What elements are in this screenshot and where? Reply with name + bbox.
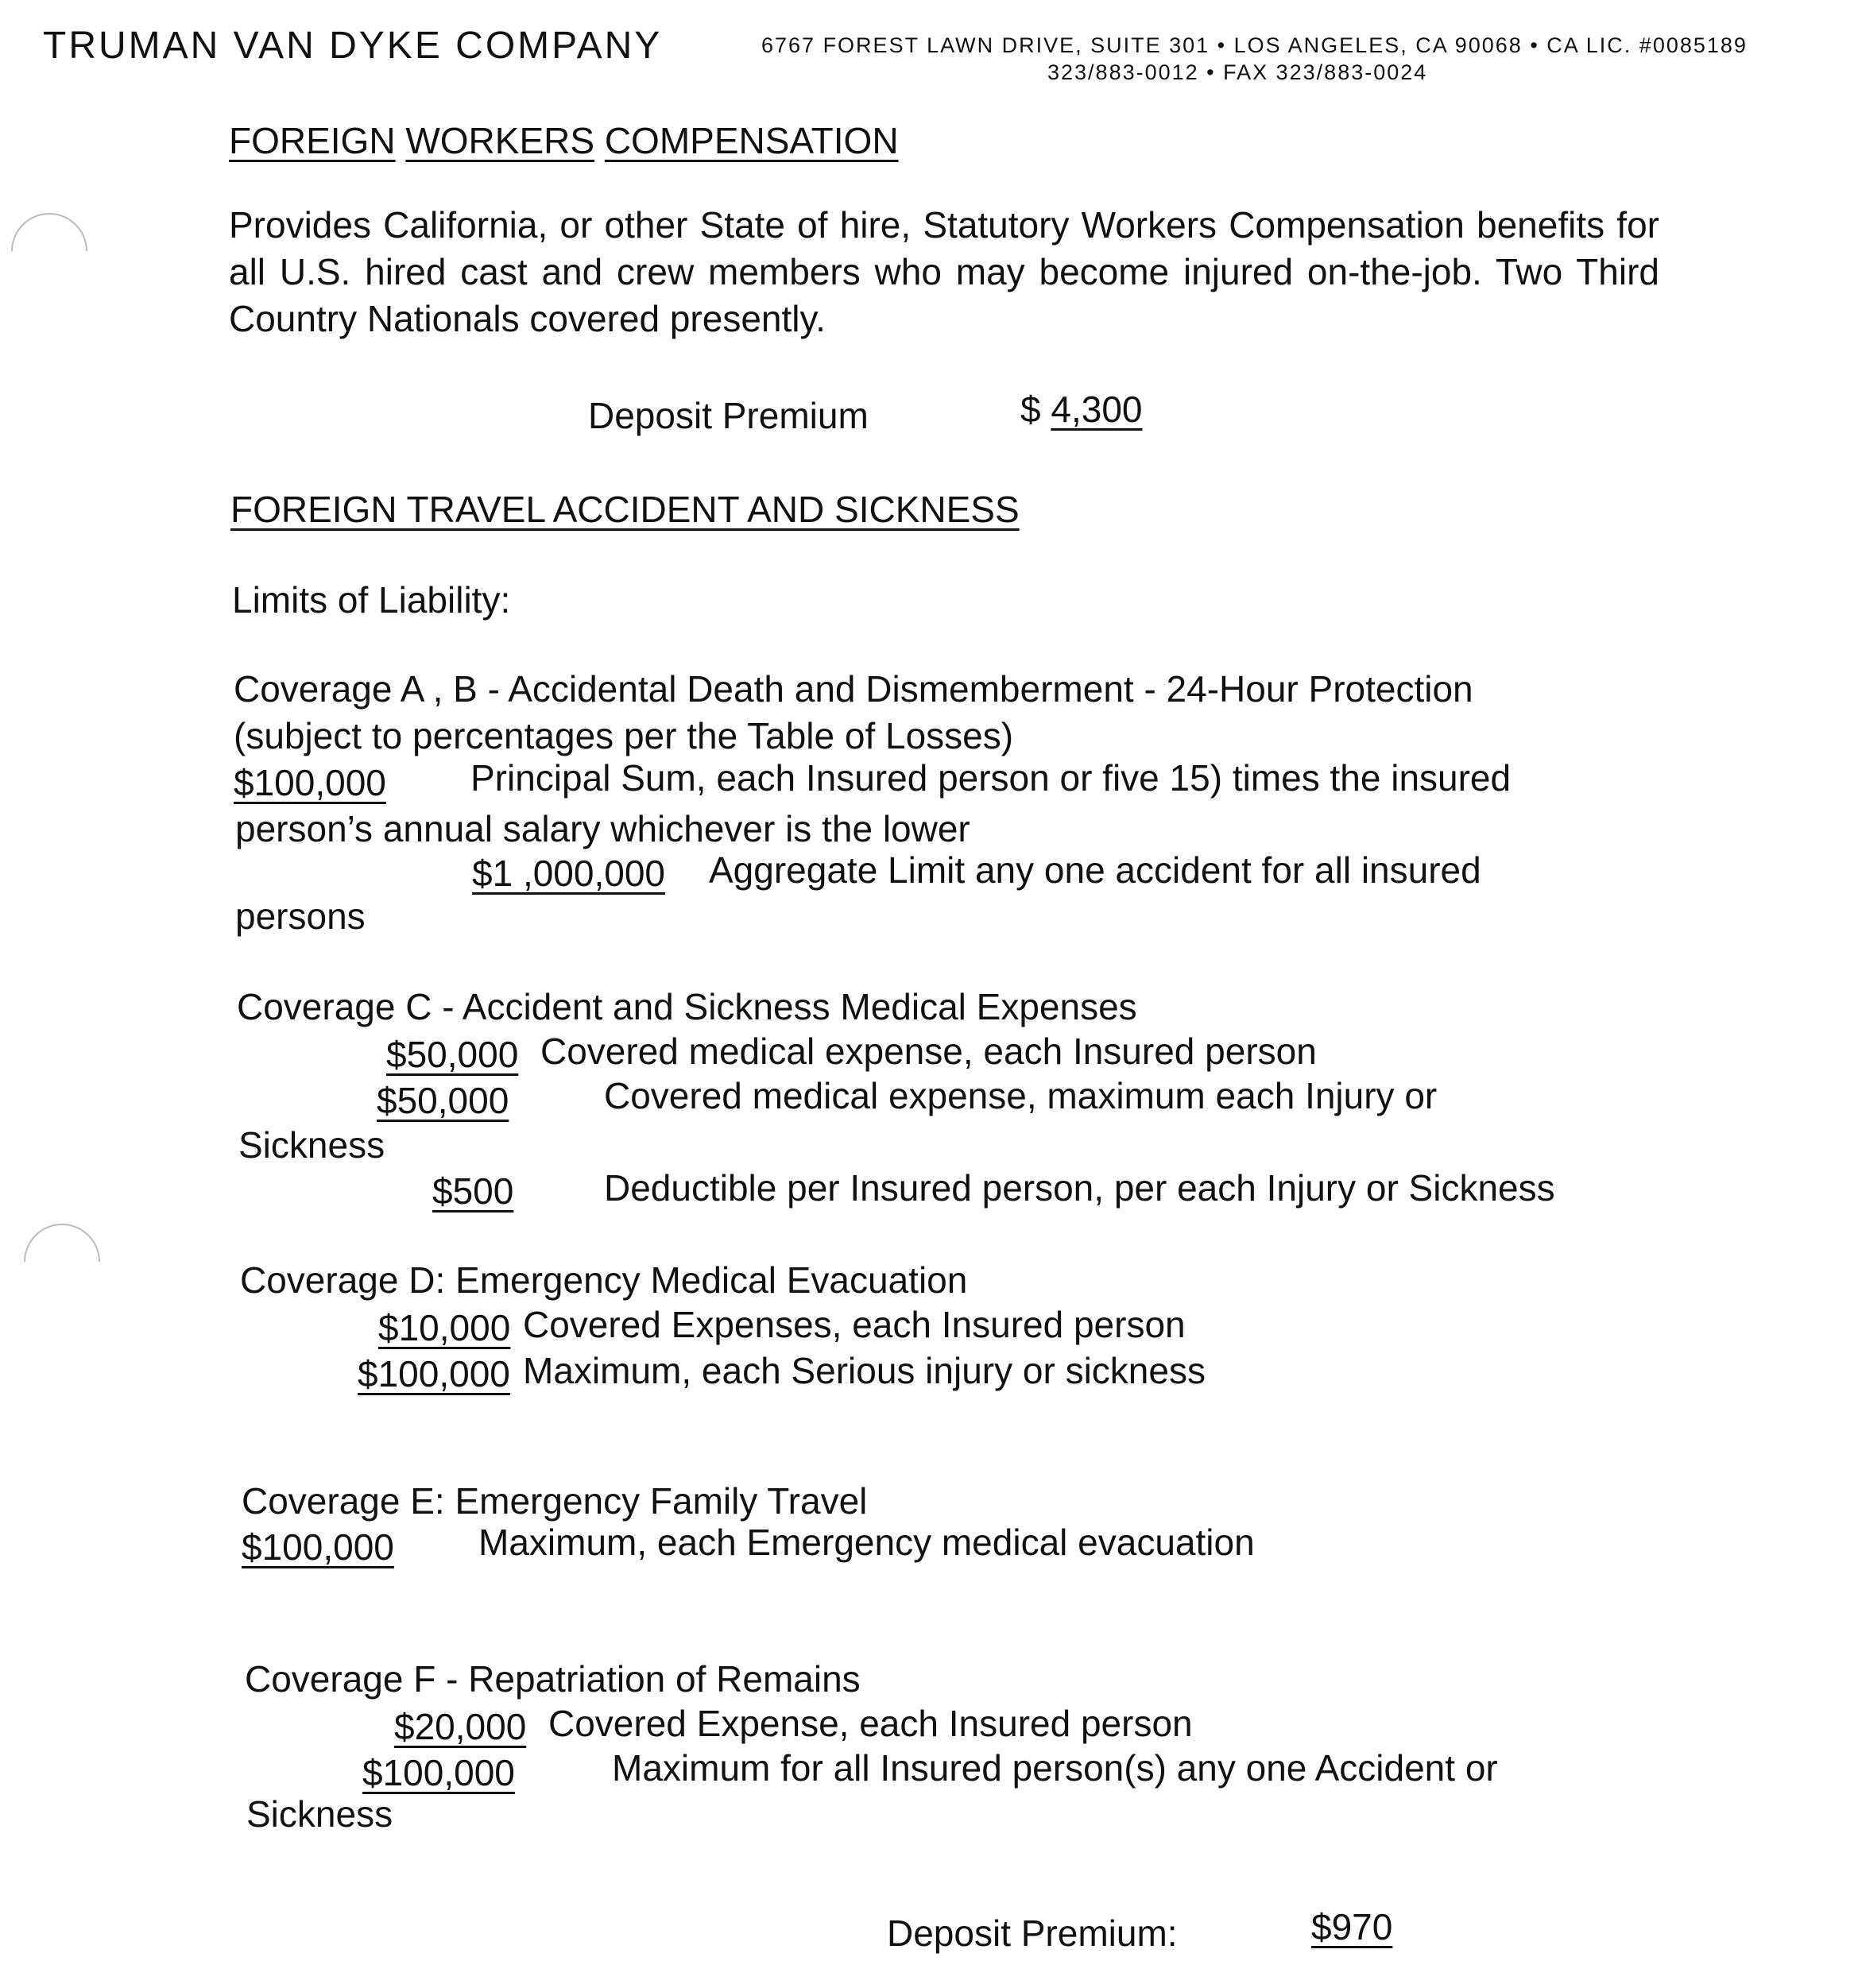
limits-label: Limits of Liability: bbox=[232, 579, 511, 621]
coverage-d-amount-1: $10,000 bbox=[378, 1307, 511, 1348]
coverage-e-amount-1: $100,000 bbox=[242, 1526, 394, 1568]
coverage-c-amount-2: $50,000 bbox=[377, 1080, 509, 1121]
company-phone-fax: 323/883-0012 • FAX 323/883-0024 bbox=[1047, 60, 1428, 84]
coverage-f-text-2-cont: Sickness bbox=[246, 1793, 393, 1835]
coverage-c-amount-1: $50,000 bbox=[386, 1034, 519, 1075]
coverage-e-text-1: Maximum, each Emergency medical evacuation bbox=[478, 1522, 1255, 1563]
coverage-c-text-2-cont: Sickness bbox=[238, 1124, 385, 1166]
coverage-ab-title: Coverage A , B - Accidental Death and Dismemberment - 24-Hour Protection bbox=[234, 668, 1473, 710]
travel-premium-value: $970 bbox=[1311, 1906, 1393, 1947]
coverage-c-text-2: Covered medical expense, maximum each Injury or bbox=[604, 1075, 1438, 1116]
coverage-c-text-1: Covered medical expense, each Insured person bbox=[540, 1031, 1317, 1072]
heading-word: WORKERS bbox=[405, 120, 595, 161]
coverage-d-text-1: Covered Expenses, each Insured person bbox=[523, 1304, 1186, 1345]
coverage-ab-text-2: Aggregate Limit any one accident for all insured bbox=[709, 849, 1481, 891]
workers-comp-premium-label: Deposit Premium bbox=[588, 395, 869, 436]
coverage-ab-text-1-cont: person’s annual salary whichever is the lower bbox=[235, 808, 970, 849]
currency-symbol: $ bbox=[1020, 389, 1041, 430]
coverage-ab-amount-1: $100,000 bbox=[234, 762, 386, 803]
heading-word: FOREIGN bbox=[229, 120, 396, 161]
heading-word: COMPENSATION bbox=[604, 120, 899, 161]
coverage-c-text-3: Deductible per Insured person, per each Injury or Sickness bbox=[604, 1167, 1555, 1209]
coverage-d-title: Coverage D: Emergency Medical Evacuation bbox=[240, 1259, 968, 1301]
coverage-d-text-2: Maximum, each Serious injury or sickness bbox=[523, 1350, 1206, 1391]
coverage-e-title: Coverage E: Emergency Family Travel bbox=[242, 1480, 868, 1522]
company-address: 6767 FOREST LAWN DRIVE, SUITE 301 • LOS ANGELES, CA 90068 • CA LIC. #0085189 bbox=[761, 33, 1748, 57]
premium-amount: 4,300 bbox=[1051, 389, 1143, 430]
coverage-c-amount-3: $500 bbox=[432, 1170, 514, 1212]
company-name: TRUMAN VAN DYKE COMPANY bbox=[43, 25, 663, 67]
travel-premium-label: Deposit Premium: bbox=[887, 1913, 1178, 1954]
coverage-ab-text-2-cont: persons bbox=[235, 895, 366, 937]
coverage-f-amount-1: $20,000 bbox=[394, 1706, 527, 1747]
coverage-f-amount-2: $100,000 bbox=[362, 1752, 515, 1793]
workers-comp-premium-value bbox=[1020, 386, 1143, 433]
punch-hole-top bbox=[0, 197, 103, 305]
coverage-f-title: Coverage F - Repatriation of Remains bbox=[245, 1658, 861, 1700]
workers-comp-description: Provides California, or other State of hire, Statutory Workers Compensation benefits for all U.S. hired cast and crew members who may become injured on-the-job. Two Third Country Nationals covered presently. bbox=[229, 204, 1659, 339]
coverage-f-text-1: Covered Expense, each Insured person bbox=[548, 1703, 1193, 1744]
punch-hole-middle bbox=[8, 1208, 116, 1316]
coverage-c-title: Coverage C - Accident and Sickness Medical Expenses bbox=[237, 986, 1137, 1027]
coverage-f-text-2: Maximum for all Insured person(s) any one Accident or bbox=[612, 1747, 1498, 1789]
coverage-ab-amount-2: $1 ,000,000 bbox=[472, 853, 666, 894]
coverage-ab-text-1: Principal Sum, each Insured person or five 15) times the insured bbox=[470, 757, 1512, 799]
coverage-ab-subtitle: (subject to percentages per the Table of Losses) bbox=[234, 715, 1014, 756]
travel-heading bbox=[230, 488, 1020, 531]
coverage-d-amount-2: $100,000 bbox=[358, 1353, 510, 1394]
workers-comp-heading bbox=[229, 119, 899, 162]
travel-heading-text: FOREIGN TRAVEL ACCIDENT AND SICKNESS bbox=[230, 489, 1020, 530]
